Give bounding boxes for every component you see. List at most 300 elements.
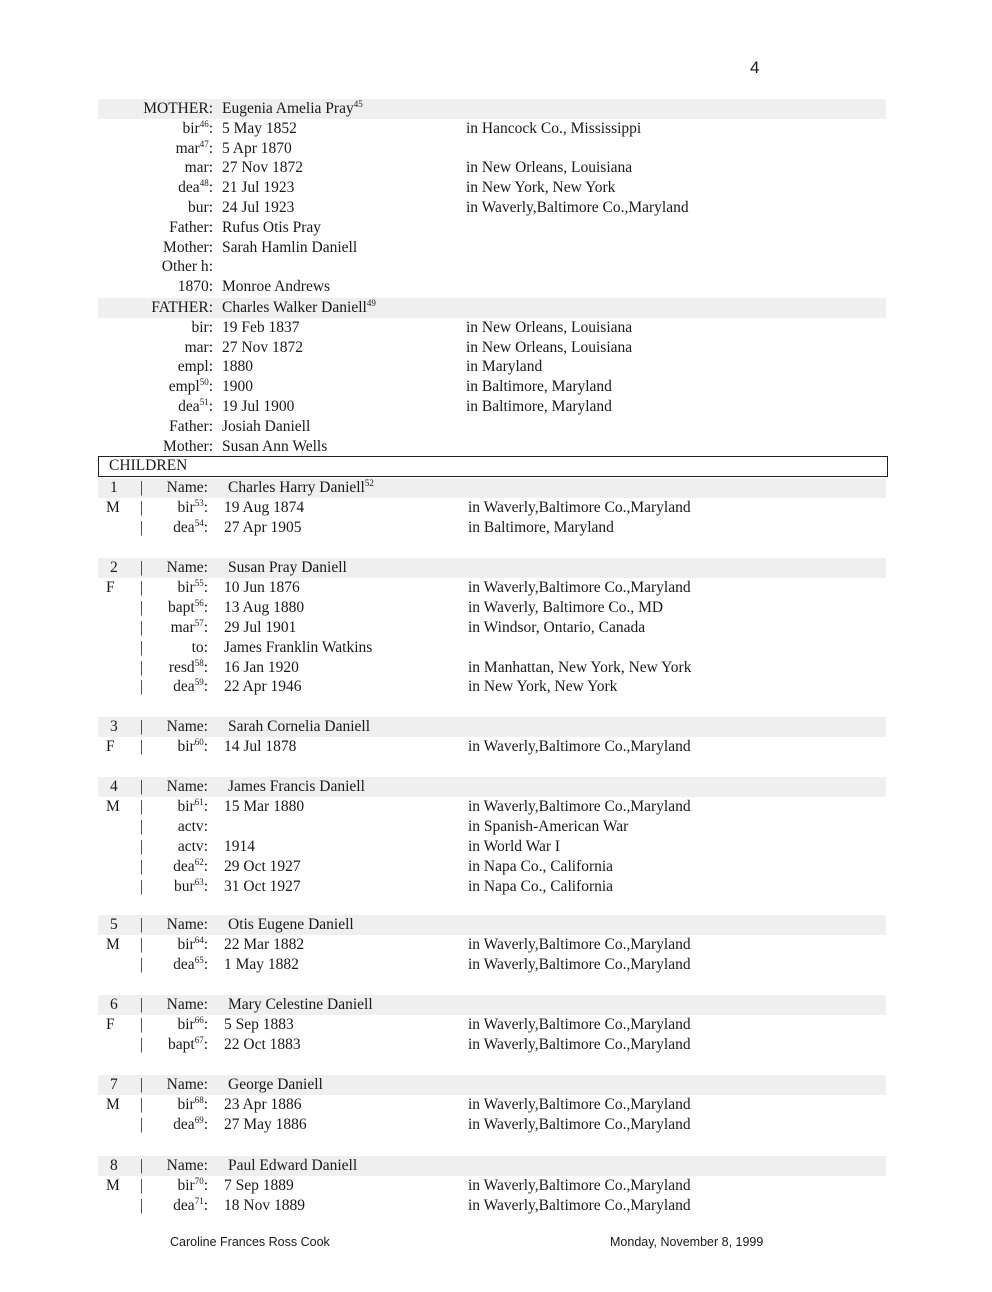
- child-event-row: [0, 1176, 886, 1196]
- footnote-ref: 70: [194, 1175, 204, 1186]
- colon: :: [203, 877, 208, 895]
- mother_section-value: [222, 158, 303, 178]
- footnote-ref: 55: [194, 577, 204, 588]
- father_section-label: [178, 397, 213, 417]
- child-event-label: [177, 1015, 208, 1035]
- father_section-value: [222, 437, 327, 457]
- footnote-ref: 50: [199, 377, 209, 388]
- father_section-value: [222, 338, 303, 358]
- father_section-label: [191, 318, 213, 338]
- father_section-place: in Maryland: [466, 358, 543, 376]
- child-event-label: [173, 1196, 208, 1216]
- footnote-ref: 54: [194, 517, 204, 528]
- mother_section-value-text: Eugenia Amelia Pray: [222, 100, 354, 117]
- child-number: 8: [110, 1157, 118, 1174]
- divider-bar: |: [140, 797, 144, 815]
- footnote-ref: 46: [199, 118, 209, 129]
- father_section-label-text: mar: [184, 338, 209, 356]
- mother_section-value: [222, 139, 292, 159]
- colon: :: [208, 338, 213, 356]
- child-event-label: [173, 1115, 208, 1135]
- divider-bar: |: [140, 479, 144, 496]
- child-name-label: Name:: [166, 479, 208, 496]
- child-event-row: [0, 797, 886, 817]
- divider-bar: |: [140, 1176, 144, 1194]
- child-event-row: [0, 955, 886, 975]
- father_section-row: [0, 318, 886, 338]
- colon: :: [208, 318, 213, 336]
- child-number: 1: [110, 479, 118, 496]
- child-event-label-text: bapt: [168, 598, 195, 616]
- colon: :: [208, 278, 213, 296]
- father_section-value-text: 27 Nov 1872: [222, 338, 303, 356]
- colon: :: [203, 518, 208, 536]
- child-event-label: [178, 837, 208, 857]
- child-event-row: [0, 1015, 886, 1035]
- child-event-place: in Waverly, Baltimore Co., MD: [468, 598, 664, 616]
- divider-bar: |: [140, 955, 144, 973]
- child-event-label: [192, 638, 208, 658]
- mother_section-label: [182, 119, 213, 139]
- page-number: 4: [750, 58, 760, 77]
- child-event-value: 10 Jun 1876: [224, 578, 300, 596]
- colon: :: [208, 119, 213, 137]
- divider-bar: |: [140, 1196, 144, 1214]
- divider-bar: |: [140, 877, 144, 895]
- divider-bar: |: [140, 857, 144, 875]
- mother_section-row: [0, 198, 886, 218]
- footnote-ref: 61: [194, 796, 204, 807]
- child-event-value: 16 Jan 1920: [224, 658, 299, 676]
- colon: :: [203, 1095, 208, 1113]
- colon: :: [208, 378, 213, 396]
- mother_section-label-text: Father: [169, 218, 209, 236]
- mother_section-value-text: 21 Jul 1923: [222, 179, 295, 197]
- child-event-label: [174, 877, 208, 897]
- colon: :: [203, 498, 208, 516]
- father_section-value-text: Charles Walker Daniell: [222, 299, 367, 316]
- child-name: [228, 995, 373, 1015]
- footnote-ref: 48: [199, 178, 209, 189]
- footnote-ref: 51: [199, 397, 209, 407]
- mother_section-row: [0, 139, 886, 159]
- divider-bar: |: [140, 1115, 144, 1133]
- father_section-value-text: 19 Feb 1837: [222, 318, 300, 336]
- mother_section-value-text: Rufus Otis Pray: [222, 218, 322, 236]
- child-event-label: [169, 658, 208, 678]
- colon: :: [203, 817, 208, 835]
- child-name-row: [98, 1075, 886, 1095]
- child-sex: M: [106, 935, 120, 953]
- child-name-row: [98, 478, 886, 498]
- divider-bar: |: [140, 737, 144, 755]
- child-name-label: Name:: [166, 559, 208, 576]
- child-event-place: in Waverly,Baltimore Co.,Maryland: [468, 1015, 691, 1033]
- footnote-ref: 58: [194, 657, 204, 668]
- colon: :: [208, 100, 213, 117]
- child-event-label: [177, 935, 208, 955]
- mother_section-label: [143, 99, 213, 119]
- child-event-label-text: bir: [177, 737, 195, 755]
- colon: :: [208, 159, 213, 177]
- colon: :: [203, 598, 208, 616]
- child-event-label-text: dea: [173, 1196, 195, 1214]
- child-event-label: [171, 618, 208, 638]
- child-name-label: Name:: [166, 1076, 208, 1093]
- father_section-value-text: Susan Ann Wells: [222, 437, 328, 455]
- father_section-label-text: dea: [178, 398, 200, 415]
- child-event-label-text: bir: [177, 498, 195, 516]
- footnote-ref: 63: [194, 876, 204, 887]
- child-sex: M: [106, 498, 120, 516]
- footnote-ref: 66: [194, 1014, 204, 1025]
- children-header: [98, 456, 888, 477]
- colon: :: [203, 955, 208, 973]
- divider-bar: |: [140, 618, 144, 636]
- child-event-label-text: dea: [173, 678, 195, 696]
- child-name-label: Name:: [166, 1157, 208, 1174]
- child-name: [228, 1075, 323, 1095]
- colon: :: [208, 238, 213, 256]
- father_section-value: [222, 417, 310, 437]
- divider-bar: |: [140, 935, 144, 953]
- father_section-place: in New Orleans, Louisiana: [466, 318, 633, 336]
- footnote-ref: 71: [194, 1195, 204, 1206]
- mother_section-value-text: Monroe Andrews: [222, 278, 331, 296]
- mother_section-label-text: mar: [175, 139, 200, 157]
- child-event-row: [0, 857, 886, 877]
- child-event-label-text: bapt: [168, 1035, 195, 1053]
- colon: :: [208, 358, 213, 376]
- mother_section-label: [185, 158, 213, 178]
- mother_section-label-text: bir: [182, 119, 200, 137]
- colon: :: [203, 797, 208, 815]
- mother_section-place: in Hancock Co., Mississippi: [466, 119, 642, 137]
- child-event-value: 5 Sep 1883: [224, 1015, 294, 1033]
- colon: :: [203, 1015, 208, 1033]
- child-sex: F: [106, 737, 115, 755]
- divider-bar: |: [140, 916, 144, 933]
- child-name-text: James Francis Daniell: [228, 778, 365, 795]
- child-name: [228, 717, 370, 737]
- child-event-row: [0, 1115, 886, 1135]
- mother_section-row: [0, 158, 886, 178]
- child-event-label-text: bur: [174, 877, 195, 895]
- mother_section-row: [0, 277, 886, 297]
- child-event-value: 15 Mar 1880: [224, 797, 305, 815]
- child-event-value: 1 May 1882: [224, 955, 299, 973]
- child-sex: M: [106, 797, 120, 815]
- child-name-label: Name:: [166, 718, 208, 735]
- divider-bar: |: [140, 1035, 144, 1053]
- father_section-row: [0, 357, 886, 377]
- child-number: 6: [110, 996, 118, 1013]
- footnote-ref: 45: [353, 99, 363, 109]
- child-event-label-text: bir: [177, 1095, 195, 1113]
- colon: :: [203, 935, 208, 953]
- father_section-label: [169, 417, 213, 437]
- father_section-value: [222, 318, 300, 338]
- father_section-value-text: 1900: [222, 378, 253, 396]
- child-event-row: [0, 578, 886, 598]
- child-event-label: [177, 578, 208, 598]
- child-number: 7: [110, 1076, 118, 1093]
- child-event-row: [0, 837, 886, 857]
- mother_section-row: [0, 238, 886, 258]
- footnote-ref: 65: [194, 954, 204, 965]
- child-event-place: in Waverly,Baltimore Co.,Maryland: [468, 1115, 691, 1133]
- mother_section-value: [222, 99, 363, 119]
- colon: :: [208, 258, 213, 276]
- child-event-place: in Napa Co., California: [468, 857, 614, 875]
- footer-author: Caroline Frances Ross Cook: [170, 1235, 330, 1249]
- colon: :: [203, 678, 208, 696]
- divider-bar: |: [140, 778, 144, 795]
- colon: :: [203, 837, 208, 855]
- child-sex: M: [106, 1095, 120, 1113]
- father_section-row: [0, 377, 886, 397]
- child-event-value: 31 Oct 1927: [224, 877, 301, 895]
- child-event-value: 27 Apr 1905: [224, 518, 302, 536]
- child-event-label-text: bir: [177, 1176, 195, 1194]
- divider-bar: |: [140, 1157, 144, 1174]
- divider-bar: |: [140, 996, 144, 1013]
- child-sex: F: [106, 578, 115, 596]
- child-event-row: [0, 1196, 886, 1216]
- child-event-row: [0, 877, 886, 897]
- mother_section-label-text: dea: [178, 179, 200, 197]
- father_section-label: [151, 298, 213, 318]
- mother_section-label: [162, 257, 213, 277]
- child-event-place: in Waverly,Baltimore Co.,Maryland: [468, 498, 691, 516]
- child-event-place: in Waverly,Baltimore Co.,Maryland: [468, 797, 691, 815]
- mother_section-value: [222, 119, 297, 139]
- mother_section-value-text: 27 Nov 1872: [222, 159, 303, 177]
- mother_section-label: [163, 238, 213, 258]
- child-event-place: in World War I: [468, 837, 561, 855]
- child-event-value: 18 Nov 1889: [224, 1196, 305, 1214]
- child-event-label: [173, 857, 208, 877]
- mother_section-value: [222, 277, 330, 297]
- divider-bar: |: [140, 817, 144, 835]
- child-event-value: 1914: [224, 837, 255, 855]
- child-event-place: in Windsor, Ontario, Canada: [468, 618, 646, 636]
- father_section-value: [222, 298, 376, 318]
- footnote-ref: 60: [194, 736, 204, 747]
- child-name-text: Mary Celestine Daniell: [228, 996, 373, 1013]
- child-name-text: Otis Eugene Daniell: [228, 916, 354, 933]
- footnote-ref: 69: [194, 1114, 204, 1125]
- father_section-label: [169, 377, 213, 397]
- colon: :: [208, 437, 213, 455]
- child-name-label: Name:: [166, 916, 208, 933]
- father_section-label: [185, 338, 213, 358]
- father_section-place: in Baltimore, Maryland: [466, 398, 612, 415]
- colon: :: [208, 139, 213, 157]
- father_section-label-text: bir: [191, 318, 209, 336]
- mother_section-value-text: Sarah Hamlin Daniell: [222, 238, 358, 256]
- colon: :: [208, 199, 213, 216]
- divider-bar: |: [140, 1076, 144, 1093]
- child-event-value: 22 Oct 1883: [224, 1035, 301, 1053]
- child-name-text: George Daniell: [228, 1076, 323, 1093]
- mother_section-label-text: MOTHER: [143, 100, 209, 117]
- divider-bar: |: [140, 598, 144, 616]
- colon: :: [208, 299, 213, 316]
- child-name-text: Susan Pray Daniell: [228, 559, 347, 576]
- child-event-place: in Waverly,Baltimore Co.,Maryland: [468, 1035, 691, 1053]
- child-name: [228, 558, 347, 578]
- mother_section-row: [0, 218, 886, 238]
- footnote-ref: 49: [366, 298, 376, 308]
- colon: :: [203, 1115, 208, 1133]
- child-event-label: [173, 677, 208, 697]
- child-event-row: [0, 498, 886, 518]
- child-event-place: in Waverly,Baltimore Co.,Maryland: [468, 935, 691, 953]
- child-event-label: [178, 817, 208, 837]
- colon: :: [203, 578, 208, 596]
- colon: :: [203, 1196, 208, 1214]
- child-event-value: 29 Jul 1901: [224, 618, 297, 636]
- child-event-row: [0, 817, 886, 837]
- child-event-place: in Waverly,Baltimore Co.,Maryland: [468, 1176, 691, 1194]
- child-event-place: in Waverly,Baltimore Co.,Maryland: [468, 1196, 691, 1214]
- divider-bar: |: [140, 678, 144, 696]
- child-event-label: [173, 955, 208, 975]
- child-number: 4: [110, 778, 118, 795]
- child-event-label-text: resd: [168, 658, 195, 676]
- divider-bar: |: [140, 498, 144, 516]
- mother_section-place: in New York, New York: [466, 179, 616, 197]
- children-header-label: CHILDREN: [109, 457, 188, 474]
- child-event-label-text: dea: [173, 1115, 195, 1133]
- mother_section-place: in New Orleans, Louisiana: [466, 159, 633, 177]
- father_section-row: [0, 338, 886, 358]
- child-event-label: [177, 737, 208, 757]
- child-event-label-text: bir: [177, 578, 195, 596]
- mother_section-place: in Waverly,Baltimore Co.,Maryland: [466, 199, 689, 216]
- mother_section-row: [98, 99, 886, 119]
- child-event-value: 22 Mar 1882: [224, 935, 305, 953]
- child-event-label: [177, 1095, 208, 1115]
- divider-bar: |: [140, 638, 144, 656]
- father_section-value-text: 19 Jul 1900: [222, 398, 295, 415]
- child-name-label: Name:: [166, 996, 208, 1013]
- divider-bar: |: [140, 518, 144, 536]
- colon: :: [203, 1176, 208, 1194]
- mother_section-row: [0, 178, 886, 198]
- child-name-text: Paul Edward Daniell: [228, 1157, 358, 1174]
- child-name-row: [98, 717, 886, 737]
- child-event-row: [0, 1035, 886, 1055]
- divider-bar: |: [140, 578, 144, 596]
- divider-bar: |: [140, 1015, 144, 1033]
- colon: :: [208, 179, 213, 197]
- child-event-label: [177, 498, 208, 518]
- footnote-ref: 68: [194, 1094, 204, 1105]
- child-event-place: in Waverly,Baltimore Co.,Maryland: [468, 737, 691, 755]
- father_section-label: [163, 437, 213, 457]
- colon: :: [203, 857, 208, 875]
- child-number: 3: [110, 718, 118, 735]
- footnote-ref: 57: [194, 617, 204, 628]
- mother_section-label: [178, 178, 213, 198]
- child-name-row: [98, 558, 886, 578]
- child-event-value: 14 Jul 1878: [224, 737, 297, 755]
- child-event-place: in Baltimore, Maryland: [468, 518, 614, 536]
- divider-bar: |: [140, 718, 144, 735]
- colon: :: [203, 1035, 208, 1053]
- child-event-label-text: actv: [177, 837, 204, 855]
- father_section-label-text: Father: [169, 417, 209, 435]
- divider-bar: |: [140, 837, 144, 855]
- child-event-label-text: actv: [177, 817, 204, 835]
- child-event-label-text: dea: [173, 518, 195, 536]
- father_section-row: [0, 397, 886, 417]
- child-event-row: [0, 1095, 886, 1115]
- mother_section-value-text: 5 May 1852: [222, 119, 297, 137]
- child-event-value: 22 Apr 1946: [224, 678, 302, 696]
- father_section-row: [0, 417, 886, 437]
- mother_section-value: [222, 238, 357, 258]
- father_section-row: [98, 298, 886, 318]
- child-event-value: 29 Oct 1927: [224, 857, 301, 875]
- footnote-ref: 56: [194, 597, 204, 608]
- colon: :: [203, 618, 208, 636]
- father_section-value-text: 1880: [222, 358, 253, 376]
- child-event-place: in New York, New York: [468, 678, 618, 696]
- father_section-label-text: empl: [177, 358, 209, 376]
- father_section-value-text: Josiah Daniell: [222, 417, 311, 435]
- colon: :: [208, 417, 213, 435]
- child-event-row: [0, 658, 886, 678]
- mother_section-value: [222, 218, 321, 238]
- mother_section-row: [0, 119, 886, 139]
- mother_section-label-text: bur: [188, 199, 209, 216]
- child-number: 5: [110, 916, 118, 933]
- child-event-place: in Napa Co., California: [468, 877, 614, 895]
- mother_section-label: [176, 139, 213, 159]
- father_section-value: [222, 357, 253, 377]
- child-event-label-text: bir: [177, 797, 195, 815]
- divider-bar: |: [140, 658, 144, 676]
- child-event-place: in Spanish-American War: [468, 817, 629, 835]
- child-name-label: Name:: [166, 778, 208, 795]
- child-sex: M: [106, 1176, 120, 1194]
- child-name-text: Sarah Cornelia Daniell: [228, 718, 371, 735]
- colon: :: [208, 398, 213, 415]
- child-event-place: in Waverly,Baltimore Co.,Maryland: [468, 955, 691, 973]
- mother_section-label: [169, 218, 213, 238]
- child-name-row: [98, 777, 886, 797]
- father_section-label-text: empl: [168, 378, 200, 396]
- mother_section-value-text: 24 Jul 1923: [222, 199, 295, 216]
- child-sex: F: [106, 1015, 115, 1033]
- child-event-label: [177, 1176, 208, 1196]
- footnote-ref: 62: [194, 856, 204, 867]
- child-event-label-text: bir: [177, 935, 195, 953]
- mother_section-value: [222, 198, 294, 218]
- child-name-row: [98, 995, 886, 1015]
- child-event-place: in Waverly,Baltimore Co.,Maryland: [468, 1095, 691, 1113]
- father_section-value: [222, 397, 294, 417]
- child-event-value: 13 Aug 1880: [224, 598, 305, 616]
- mother_section-label-text: 1870: [177, 278, 209, 296]
- child-event-row: [0, 518, 886, 538]
- child-name: [228, 777, 365, 797]
- father_section-place: in Baltimore, Maryland: [466, 378, 612, 396]
- footnote-ref: 59: [194, 677, 204, 688]
